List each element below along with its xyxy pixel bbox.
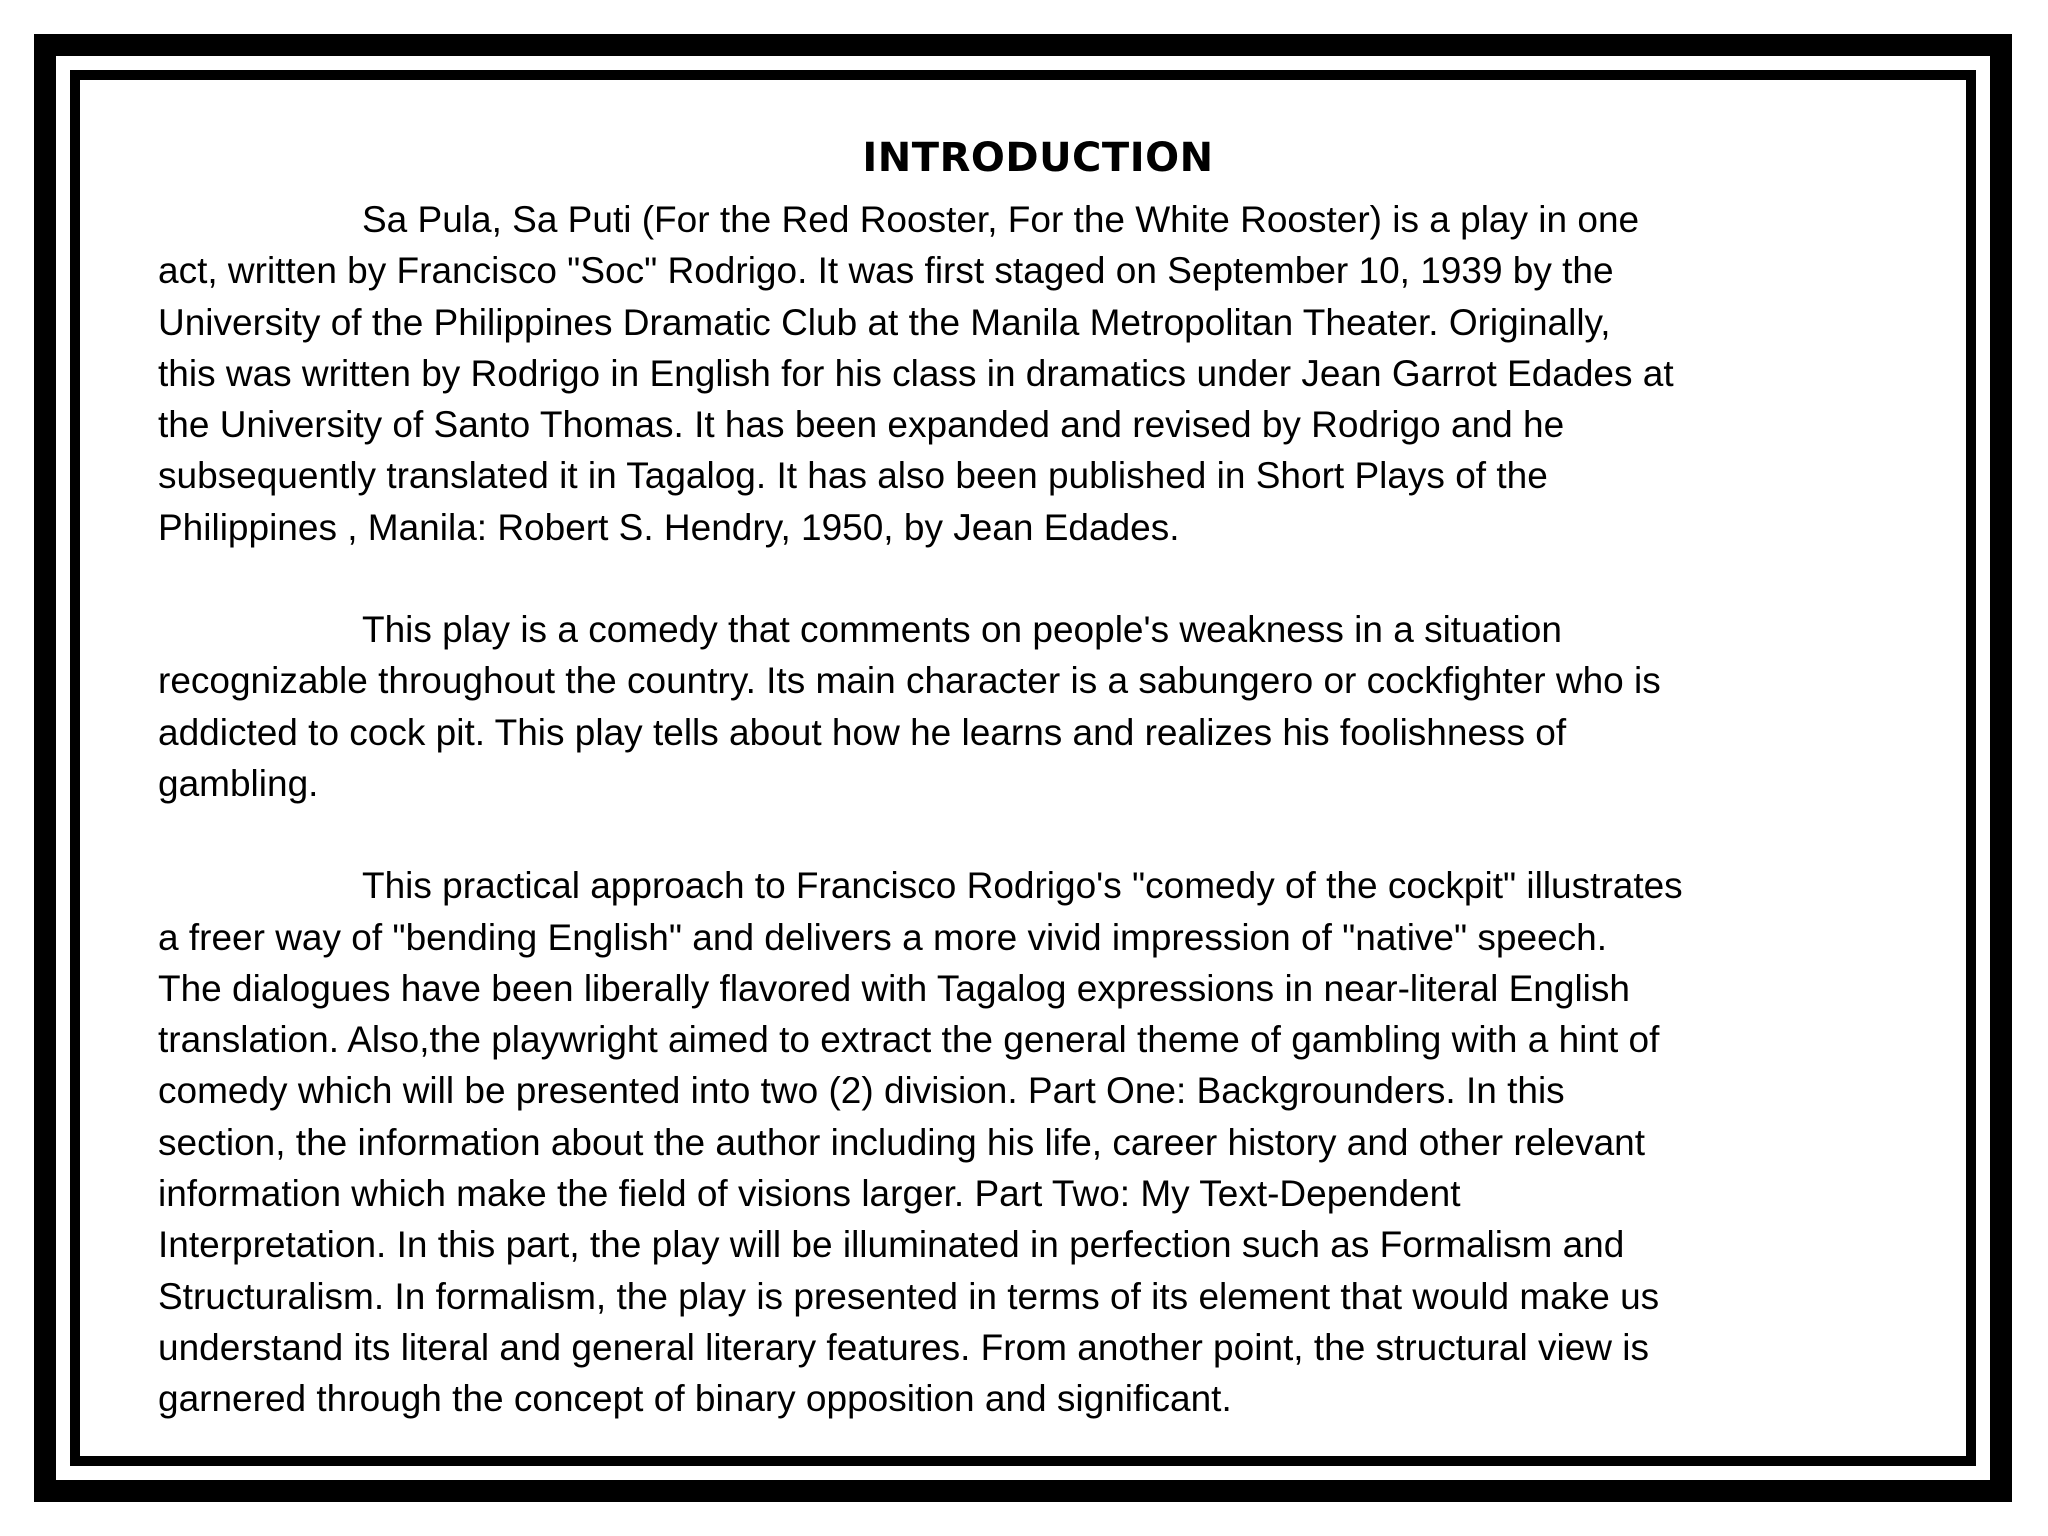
paragraph-line: Sa Pula, Sa Puti (For the Red Rooster, For the White Rooster) is a play in one — [362, 199, 1640, 240]
paragraph-2 — [158, 604, 1918, 809]
paragraph-line: understand its literal and general literary features. From another point, the structural view is — [158, 1326, 1650, 1368]
paragraph-line: This practical approach to Francisco Rodrigo's "comedy of the cockpit" illustrates — [362, 865, 1683, 907]
paragraph-line: comedy which will be presented into two (2) division. Part One: Backgrounders. In this — [158, 1070, 1565, 1112]
paragraph-line: a freer way of "bending English" and delivers a more vivid impression of "native" speech. — [158, 916, 1607, 958]
paragraph-line: subsequently translated it in Tagalog. It has also been published in Short Plays of the — [158, 455, 1548, 497]
paragraph-3 — [158, 860, 1918, 1424]
paragraph-line: information which make the field of visions larger. Part Two: My Text-Dependent — [158, 1173, 1461, 1215]
paragraph-line: University of the Philippines Dramatic Club at the Manila Metropolitan Theater. Originally, — [158, 301, 1611, 343]
paragraph-line: addicted to cock pit. This play tells about how he learns and realizes his foolishness of — [158, 711, 1567, 753]
paragraph-line: this was written by Rodrigo in English for his class in dramatics under Jean Garrot Edades at — [158, 352, 1674, 394]
paragraph-line: act, written by Francisco "Soc" Rodrigo. It was first staged on September 10, 1939 by the — [158, 250, 1614, 292]
document-body — [158, 130, 1918, 1425]
paragraph-line: gambling. — [158, 762, 319, 804]
paragraph-1 — [158, 194, 1918, 553]
page-title: INTRODUCTION — [862, 135, 1214, 181]
paragraph-line: the University of Santo Thomas. It has been expanded and revised by Rodrigo and he — [158, 404, 1565, 446]
paragraph-line: Structuralism. In formalism, the play is presented in terms of its element that would make us — [158, 1275, 1660, 1317]
paragraph-line: The dialogues have been liberally flavored with Tagalog expressions in near-literal English — [158, 967, 1630, 1009]
paragraph-line: recognizable throughout the country. Its main character is a sabungero or cockfighter who is — [158, 660, 1661, 702]
paragraph-line: translation. Also,the playwright aimed to extract the general theme of gambling with a hint of — [158, 1019, 1660, 1061]
paragraph-line: This play is a comedy that comments on people's weakness in a situation — [362, 609, 1562, 651]
paragraph-line: garnered through the concept of binary opposition and significant. — [158, 1378, 1232, 1420]
paragraph-line: Interpretation. In this part, the play will be illuminated in perfection such as Formalism and — [158, 1224, 1625, 1266]
paragraph-line: section, the information about the author including his life, career history and other relevant — [158, 1121, 1646, 1163]
paragraph-line: Philippines , Manila: Robert S. Hendry, 1950, by Jean Edades. — [158, 506, 1180, 548]
